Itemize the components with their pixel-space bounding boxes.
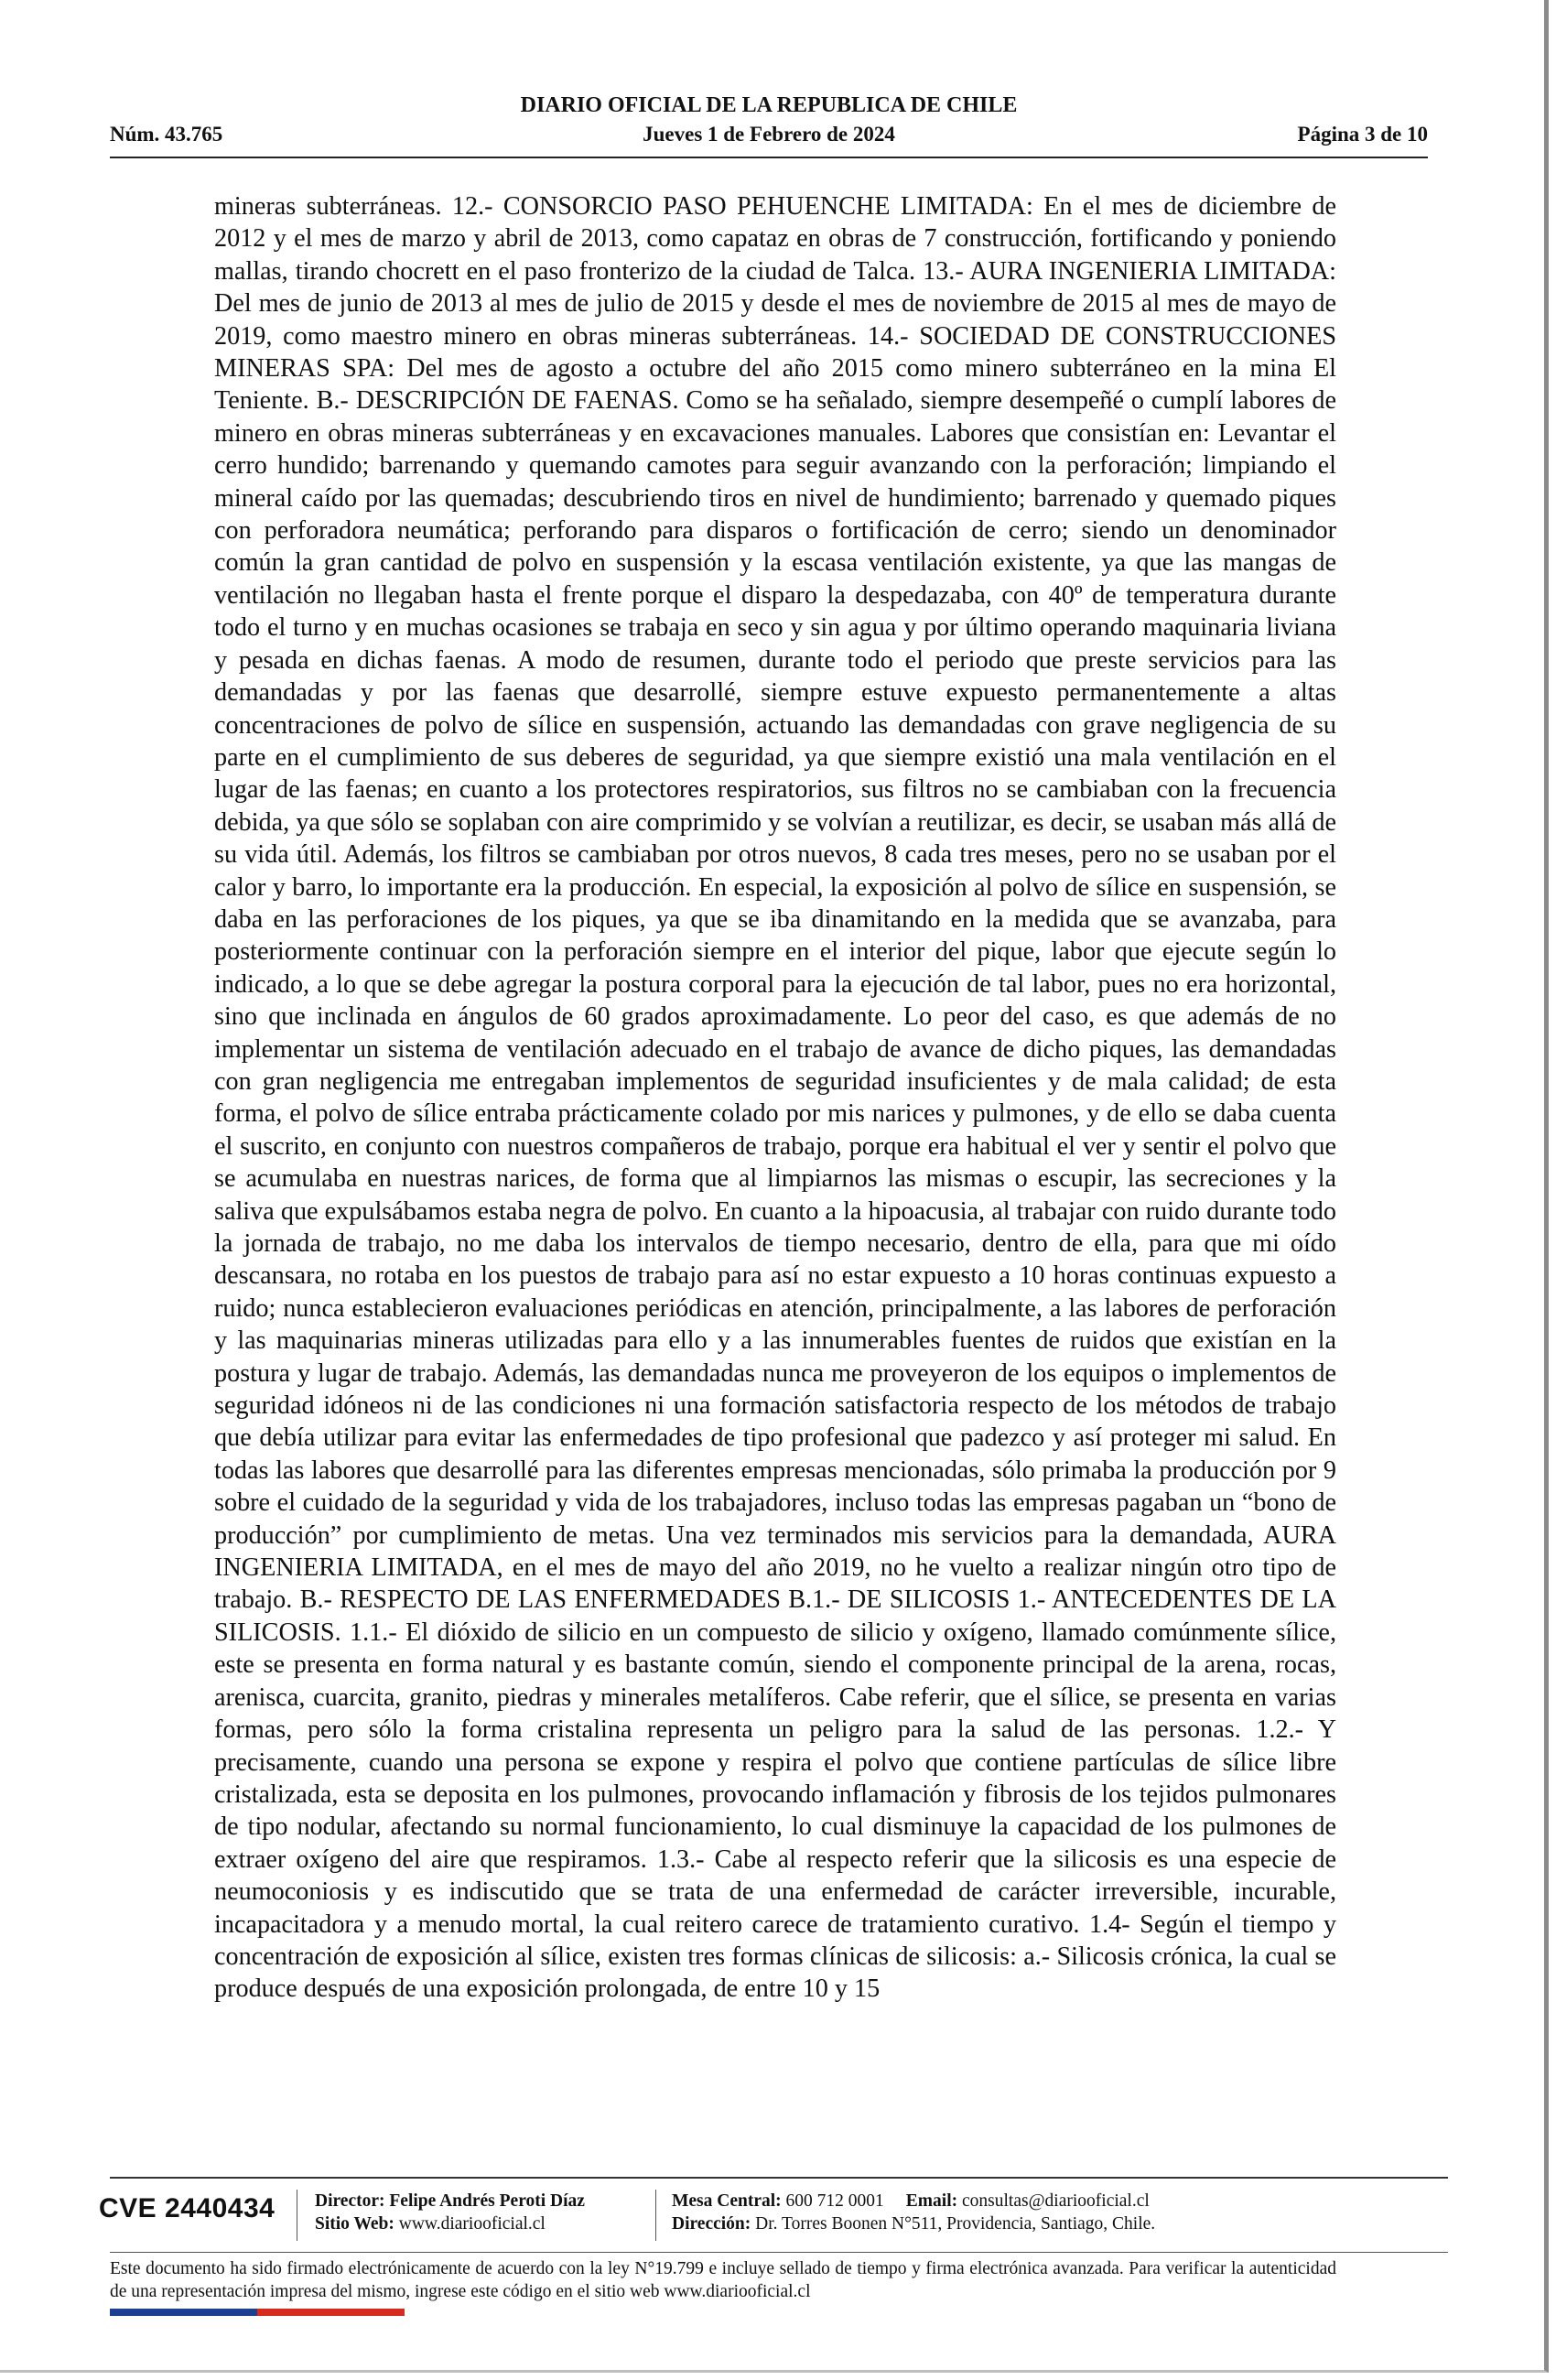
email-link[interactable]: consultas@diariooficial.cl — [962, 2191, 1150, 2211]
cve-code: CVE 2440434 — [99, 2193, 276, 2223]
publication-title: DIARIO OFICIAL DE LA REPUBLICA DE CHILE — [520, 93, 1018, 117]
body-paragraph: mineras subterráneas. 12.- CONSORCIO PASO PEHUENCHE LIMITADA: En el mes de diciembre de 2012 y el mes de marzo y abril de 2013, como capataz en obras de 7 construcción, fortificando y poniendo mallas, tirando chocrett en el paso fronterizo de la ciudad de Talca. 13.- AURA INGENIERIA LIMITADA: Del mes de junio de 2013 al mes de julio de 2015 y desde el mes de noviembre de 2015 al mes de mayo de 2019, como maestro minero en obras mineras subterráneas. 14.- SOCIEDAD DE CONSTRUCCIONES MINERAS SPA: Del mes de agosto a octubre del año 2015 como minero subterráneo en la mina El Teniente. B.- DESCRIPCIÓN DE FAENAS. Como se ha señalado, siempre desempeñé o cumplí labores de minero en obras mineras subterráneas y en excavaciones manuales. Labores que consistían en: Levantar el cerro hundido; barrenando y quemando camotes para seguir avanzando con la perforación; limpiando el mineral caído por las quemadas; descubriendo tiros en nivel de hundimiento; barrenado y quemado piques con perforadora neumática; perforando para disparos o fortificación de cerro; siendo un denominador común la gran cantidad de polvo en suspensión y la escasa ventilación existente, ya que las mangas de ventilación no llegaban hasta el frente porque el disparo la despedazaba, con 40º de temperatura durante todo el turno y en muchas ocasiones se trabaja en seco y sin agua y por último operando maquinaria liviana y pesada en dichas faenas. A modo de resumen, durante todo el periodo que preste servicios para las demandadas y por las faenas que desarrollé, siempre estuve expuesto permanentemente a altas concentraciones de polvo de sílice en suspensión, actuando las demandadas con grave negligencia de su parte en el cumplimiento de sus deberes de seguridad, ya que siempre existió una mala ventilación en el lugar de las faenas; en cuanto a los protectores respiratorios, sus filtros no se cambiaban con la frecuencia debida, ya que sólo se soplaban con aire comprimido y se volvían a reutilizar, es decir, se usaban más allá de su vida útil. Además, los filtros se cambiaban por otros nuevos, 8 cada tres meses, pero no se usaban por el calor y barro, lo importante era la producción. En especial, la exposición al polvo de sílice en suspensión, se daba en las perforaciones de los piques, ya que se iba dinamitando en la medida que se avanzaba, para posteriormente continuar con la perforación siempre en el interior del pique, labor que ejecute según lo indicado, a lo que se debe agregar la postura corporal para la ejecución de tal labor, pues no era horizontal, sino que inclinada en ángulos de 60 grados aproximadamente. Lo peor del caso, es que además de no implementar un sistema de ventilación adecuado en el trabajo de avance de dicho piques, las demandadas con gran negligencia me entregaban implementos de seguridad insuficientes y de mala calidad; de esta forma, el polvo de sílice entraba prácticamente colado por mis narices y pulmones, y de ello se daba cuenta el suscrito, en conjunto con nuestros compañeros de trabajo, porque era habitual el ver y sentir el polvo que se acumulaba en nuestras narices, de forma que al limpiarnos las mismas o escupir, las secreciones y la saliva que expulsábamos estaba negra de polvo. En cuanto a la hipoacusia, al trabajar con ruido durante todo la jornada de trabajo, no me daba los intervalos de tiempo necesario, dentro de ella, para que mi oído descansara, no rotaba en los puestos de trabajo para así no estar expuesto a 10 horas continuas expuesto a ruido; nunca establecieron evaluaciones periódicas en atención, principalmente, a las labores de perforación y las maquinarias mineras utilizadas para ello y a las innumerables fuentes de ruidos que existían en la postura y lugar de trabajo. Además, las demandadas nunca me proveyeron de los equipos o implementos de seguridad idóneos ni de las condiciones ni una formación satisfactoria respecto de los métodos de trabajo que debía utilizar para evitar las enfermedades de tipo profesional que padezco y así proteger mi salud. En todas las labores que desarrollé para las diferentes empresas mencionadas, sólo primaba la producción por 9 sobre el cuidado de la seguridad y vida de los trabajadores, incluso todas las empresas pagaban un “bono de producción” por cumplimiento de metas. Una vez terminados mis servicios para la demandada, AURA INGENIERIA LIMITADA, en el mes de mayo del año 2019, no he vuelto a realizar ningún otro tipo de trabajo. B.- RESPECTO DE LAS ENFERMEDADES B.1.- DE SILICOSIS 1.- ANTECEDENTES DE LA SILICOSIS. 1.1.- El dióxido de silicio en un compuesto de silicio y oxígeno, llamado comúnmente sílice, este se presenta en forma natural y es bastante común, siendo el componente principal de la arena, rocas, arenisca, cuarcita, granito, piedras y minerales metalíferos. Cabe referir, que el sílice, se presenta en varias formas, pero sólo la forma cristalina representa un peligro para la salud de las personas. 1.2.- Y precisamente, cuando una persona se expone y respira el polvo que contiene partículas de sílice libre cristalizada, esta se deposita en los pulmones, provocando inflamación y fibrosis de los tejidos pulmonares de tipo nodular, afectando su normal funcionamiento, lo cual disminuye la capacidad de los pulmones de extraer oxígeno del aire que respiramos. 1.3.- Cabe al respecto referir que la silicosis es una especie de neumoconiosis y es indiscutido que se trata de una enfermedad de carácter irreversible, incurable, incapacitadora y a menudo mortal, la cual reitero carece de tratamiento curativo. 1.4- Según el tiempo y concentración de exposición al sílice, existen tres formas clínicas de silicosis: a.- Silicosis crónica, la cual se produce después de una exposición prolongada, de entre 10 y 15 — [214, 192, 1336, 2004]
page-header — [110, 92, 1428, 150]
signature-disclaimer: Este documento ha sido firmado electrónicamente de acuerdo con la ley N°19.799 e incluye sellado de tiempo y firma electrónica avanzada. Para verificar la autenticidad de una representación impresa del mismo, ingrese este código en el sitio web www.diariooficial.cl — [110, 2259, 1336, 2301]
phone-label: Mesa Central: — [672, 2191, 782, 2211]
flag-blue-segment — [110, 2309, 257, 2316]
document-body — [214, 190, 1336, 2006]
website-label: Sitio Web: — [315, 2214, 394, 2234]
issue-date: Jueves 1 de Febrero de 2024 — [643, 123, 895, 146]
website-link[interactable]: www.diariooficial.cl — [398, 2214, 546, 2234]
footer-divider — [110, 2177, 1448, 2179]
director-name: Felipe Andrés Peroti Díaz — [389, 2191, 585, 2211]
footer-divider-secondary — [110, 2252, 1448, 2253]
footer-separator — [655, 2190, 656, 2241]
phone-value: 600 712 0001 — [785, 2191, 884, 2211]
footer-director-block — [315, 2190, 585, 2235]
page-number: Página 3 de 10 — [1297, 123, 1428, 146]
header-divider — [110, 157, 1428, 158]
issue-number: Núm. 43.765 — [110, 123, 223, 146]
email-label: Email: — [905, 2191, 958, 2211]
flag-red-segment — [257, 2309, 405, 2316]
footer-contact-block — [672, 2190, 1338, 2235]
director-label: Director: — [315, 2191, 385, 2211]
chile-flag-stripe — [110, 2309, 405, 2316]
address-value: Dr. Torres Boonen N°511, Providencia, Santiago, Chile. — [755, 2214, 1156, 2234]
address-label: Dirección: — [672, 2214, 751, 2234]
